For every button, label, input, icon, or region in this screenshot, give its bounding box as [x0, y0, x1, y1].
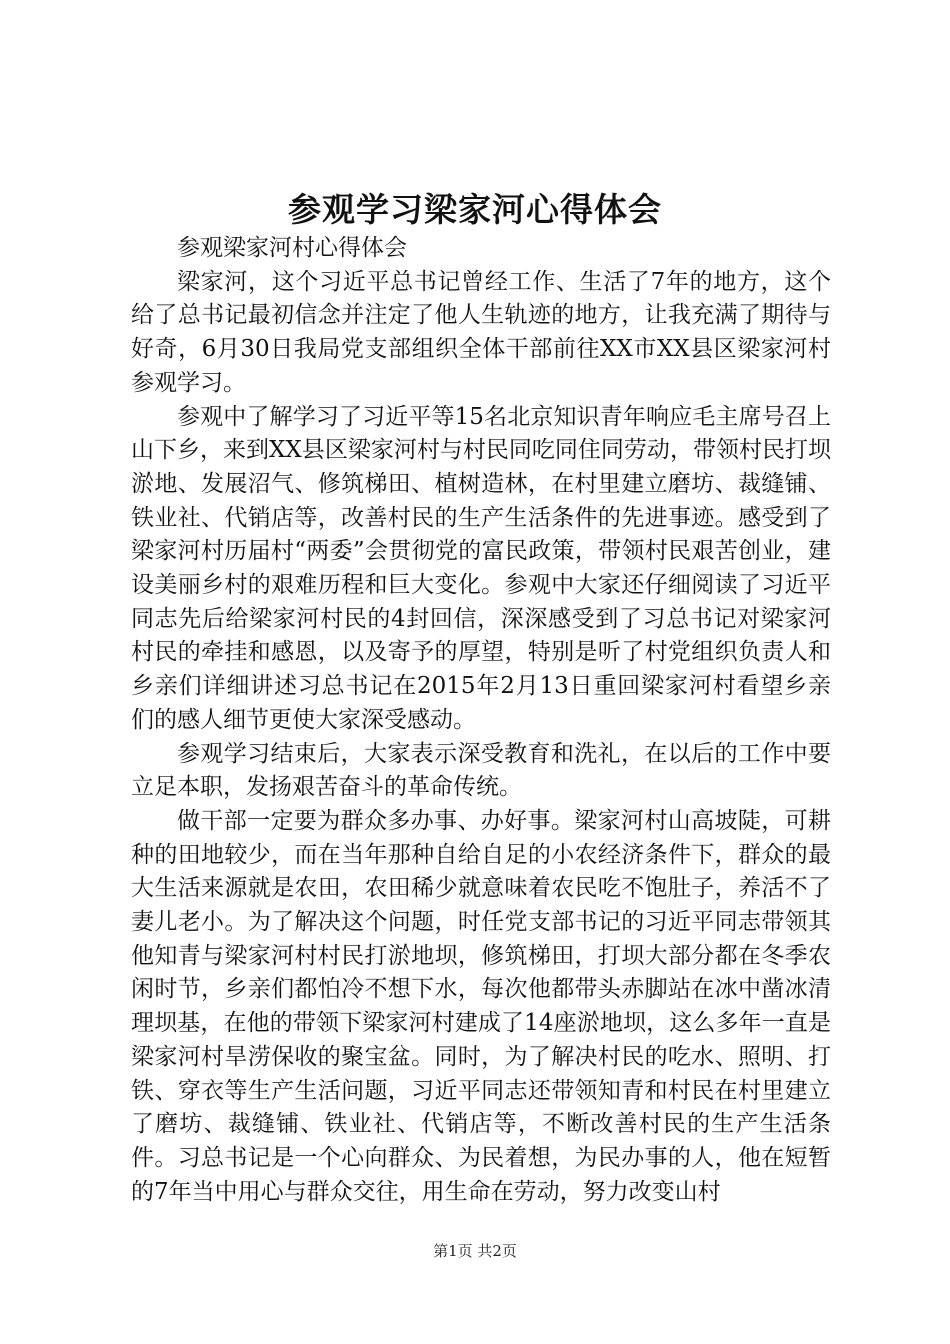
paragraph: 参观学习结束后，大家表示深受教育和洗礼，在以后的工作中要立足本职，发扬艰苦奋斗的革命传统。 [131, 740, 831, 801]
paragraph: 参观中了解学习了习近平等15名北京知识青年响应毛主席号召上山下乡，来到XX县区梁家河村与村民同吃同住同劳动，带领村民打坝淤地、发展沼气、修筑梯田、植树造林，在村里建立磨坊、裁缝铺、铁业社、代销店等，改善村民的生产生活条件的先进事迹。感受到了梁家河村历届村“两委”会贯彻党的富民政策，带领村民艰苦创业，建设美丽乡村的艰难历程和巨大变化。参观中大家还仔细阅读了习近平同志先后给梁家河村民的4封回信，深深感受到了习总书记对梁家河村民的牵挂和感恩，以及寄予的厚望，特别是听了村党组织负责人和乡亲们详细讲述习总书记在2015年2月13日重回梁家河村看望乡亲们的感人细节更使大家深受感动。 [131, 403, 831, 733]
page-number-footer: 第1页 共2页 [433, 1242, 517, 1260]
document-title: 参观学习梁家河心得体会 [288, 190, 662, 229]
paragraph: 做干部一定要为群众多办事、办好事。梁家河村山高坡陡，可耕种的田地较少，而在当年那种自给自足的小农经济条件下，群众的最大生活来源就是农田，农田稀少就意味着农民吃不饱肚子，养活不了妻儿老小。为了解决这个问题，时任党支部书记的习近平同志带领其他知青与梁家河村村民打淤地坝，修筑梯田，打坝大部分都在冬季农闲时节，乡亲们都怕冷不想下水，每次他都带头赤脚站在冰中凿冰清理坝基，在他的带领下梁家河村建成了14座淤地坝，这么多年一直是梁家河村旱涝保收的聚宝盆。同时，为了解决村民的吃水、照明、打铁、穿衣等生产生活问题，习近平同志还带领知青和村民在村里建立了磨坊、裁缝铺、铁业社、代销店等，不断改善村民的生产生活条件。习总书记是一个心向群众、为民着想，为民办事的人，他在短暂的7年当中用心与群众交往，用生命在劳动，努力改变山村 [131, 807, 831, 1205]
document-body [131, 232, 831, 1209]
paragraph-subtitle: 参观梁家河村心得体会 [177, 235, 407, 261]
paragraph: 梁家河，这个习近平总书记曾经工作、生活了7年的地方，这个给了总书记最初信念并注定了他人生轨迹的地方，让我充满了期待与好奇，6月30日我局党支部组织全体干部前往XX市XX县区梁家河村参观学习。 [131, 268, 831, 396]
